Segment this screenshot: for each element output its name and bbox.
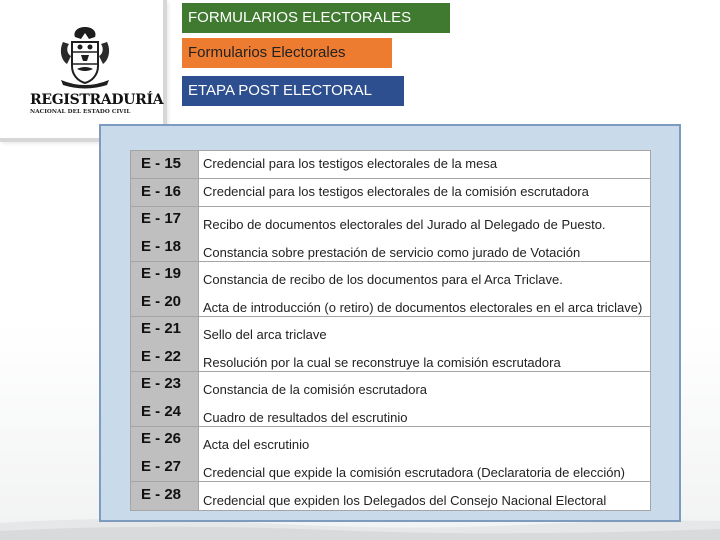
row-divider bbox=[131, 206, 650, 207]
table-row-code: E - 17 bbox=[141, 210, 182, 227]
logo-card bbox=[0, 0, 167, 142]
logo-wordmark: REGISTRADURÍA bbox=[30, 92, 164, 108]
row-divider bbox=[131, 426, 650, 427]
coat-of-arms-icon bbox=[55, 24, 115, 90]
row-divider bbox=[131, 261, 650, 262]
table-row-description: Credencial que expiden los Delegados del Consejo Nacional Electoral bbox=[203, 493, 607, 508]
table-row-code: E - 18 bbox=[141, 238, 182, 255]
row-divider bbox=[131, 481, 650, 482]
table-row-description: Acta del escrutinio bbox=[203, 437, 310, 452]
table-row-description: Constancia de la comisión escrutadora bbox=[203, 382, 428, 397]
table-row-code: E - 26 bbox=[141, 430, 182, 447]
table-row-code: E - 15 bbox=[141, 155, 182, 172]
table-row-description: Cuadro de resultados del escrutinio bbox=[203, 410, 408, 425]
table-row-code: E - 20 bbox=[141, 293, 182, 310]
table-row-description: Resolución por la cual se reconstruye la comisión escrutadora bbox=[203, 355, 561, 370]
forms-table bbox=[130, 150, 651, 511]
table-row-code: E - 27 bbox=[141, 458, 182, 475]
header-formularios-electorales-caps: FORMULARIOS ELECTORALES bbox=[182, 3, 450, 33]
logo-subtitle: NACIONAL DEL ESTADO CIVIL bbox=[30, 109, 131, 115]
row-divider bbox=[131, 178, 650, 179]
row-divider bbox=[131, 316, 650, 317]
table-row-code: E - 21 bbox=[141, 320, 182, 337]
table-row-description: Credencial para los testigos electorales de la comisión escrutadora bbox=[203, 184, 589, 199]
table-row-code: E - 23 bbox=[141, 375, 182, 392]
row-divider bbox=[131, 371, 650, 372]
table-row-code: E - 16 bbox=[141, 183, 182, 200]
table-row-description: Constancia de recibo de los documentos para el Arca Triclave. bbox=[203, 272, 563, 287]
table-row-description: Acta de introducción (o retiro) de documentos electorales en el arca triclave) bbox=[203, 300, 643, 315]
header-etapa-post-electoral: ETAPA POST ELECTORAL bbox=[182, 76, 404, 106]
table-row-description: Sello del arca triclave bbox=[203, 327, 327, 342]
table-row-code: E - 19 bbox=[141, 265, 182, 282]
table-row-description: Recibo de documentos electorales del Jurado al Delegado de Puesto. bbox=[203, 217, 606, 232]
header-formularios-electorales: Formularios Electorales bbox=[182, 38, 392, 68]
table-row-code: E - 28 bbox=[141, 486, 182, 503]
table-row-description: Credencial que expide la comisión escrutadora (Declaratoria de elección) bbox=[203, 465, 625, 480]
table-row-code: E - 22 bbox=[141, 348, 182, 365]
table-row-description: Constancia sobre prestación de servicio como jurado de Votación bbox=[203, 245, 581, 260]
table-row-description: Credencial para los testigos electorales de la mesa bbox=[203, 156, 498, 171]
table-row-code: E - 24 bbox=[141, 403, 182, 420]
